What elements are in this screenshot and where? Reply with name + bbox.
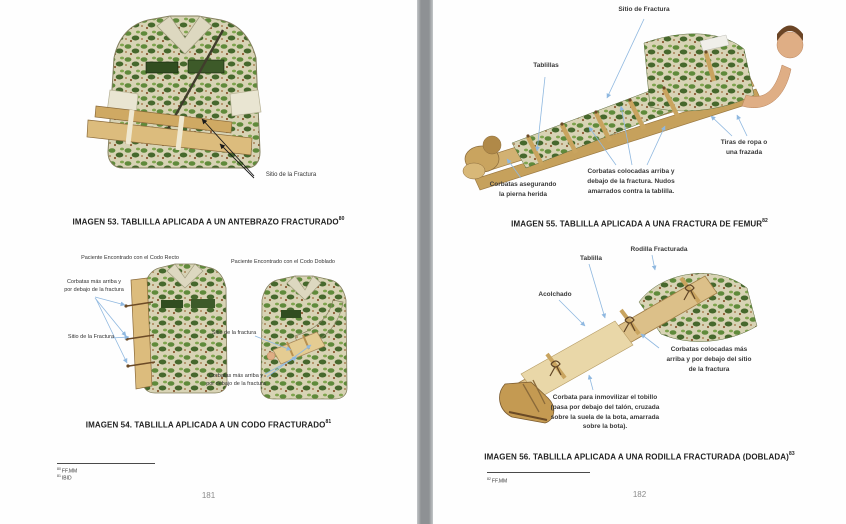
fractured-knee-label: Rodilla Fracturada <box>630 246 688 253</box>
caption-text: IMAGEN 53. TABLILLA APLICADA A UN ANTEBRAZO FRACTURADO <box>72 217 339 227</box>
footnote-text: IBID <box>61 475 72 482</box>
page-number: 182 <box>632 490 647 499</box>
hand <box>267 352 275 360</box>
footnote-ref-icon: 80 <box>338 216 345 222</box>
figure-55-caption <box>433 219 846 229</box>
footnote-ref-icon: 81 <box>325 419 332 425</box>
securing-ties-label: Corbatas asegurando la pierna herida <box>489 181 557 198</box>
figure-56-caption <box>433 452 846 462</box>
fracture-site-label-left: Sitio de la Fractura <box>67 334 115 340</box>
footnote-81 <box>57 474 72 482</box>
footnote-82 <box>487 477 507 485</box>
cloth-strips-label: Tiras de ropa o una frazada <box>720 139 768 156</box>
patient-straight-elbow-title: Paciente Encontrado con el Codo Recto <box>81 255 179 261</box>
caption-text: IMAGEN 56. TABLILLA APLICADA A UNA RODILLA FRACTURADA (DOBLADA) <box>484 452 789 462</box>
ties-placement-label: Corbatas colocadas más arriba y por debajo del sitio de la fractura <box>666 346 752 373</box>
splints-label: Tablillas <box>533 62 559 69</box>
ankle-tie-label: Corbata para inmovilizar el tobillo (pasa por debajo del talón, cruzada sobre la suela de la bota, amarrada sobre la bota). <box>550 394 660 431</box>
caption-text: IMAGEN 54. TABLILLA APLICADA A UN CODO FRACTURADO <box>85 420 326 430</box>
footnote-text: FF.MM <box>491 478 508 485</box>
page-181 <box>0 0 417 524</box>
patient-bent-elbow-title: Paciente Encontrado con el Codo Doblado <box>231 259 335 265</box>
footnote-ref-icon: 82 <box>762 218 768 224</box>
padding-wrap <box>521 321 633 398</box>
fracture-site-label: Sitio de Fractura <box>618 6 670 13</box>
ties-placement-label: Corbatas colocadas arriba y debajo de la fractura. Nudos amarrados contra la tablilla. <box>587 168 675 195</box>
figure53-forearm-splint-illustration <box>60 4 340 216</box>
footnote-divider <box>57 463 155 464</box>
footnote-number: 80 <box>57 467 61 471</box>
padding-label: Acolchado <box>538 291 572 298</box>
figure-53-caption <box>0 217 417 227</box>
page-gutter <box>417 0 433 524</box>
figure-54-caption <box>0 420 417 430</box>
splint-label: Tablilla <box>580 255 602 262</box>
page-number: 181 <box>201 491 216 500</box>
footnote-number: 82 <box>487 477 491 481</box>
footnote-number: 81 <box>57 474 61 478</box>
footnote-text: FF.MM <box>61 468 78 475</box>
name-tape-patch <box>146 62 178 73</box>
fracture-site-label: Sitio de la Fractura <box>265 172 317 178</box>
jacket-bent-elbow <box>261 276 347 399</box>
footnote-divider <box>487 472 590 473</box>
fracture-site-label-right: Sitio de la fractura <box>211 330 257 336</box>
ties-label-left: Corbatas más arriba y por debajo de la fractura <box>64 279 124 293</box>
page-182 <box>433 0 846 524</box>
ties-label-right: Corbatas más arriba y por debajo de la fractura <box>206 373 266 387</box>
caption-text: IMAGEN 55. TABLILLA APLICADA A UNA FRACTURA DE FEMUR <box>511 219 763 229</box>
footnote-ref-icon: 83 <box>788 451 795 457</box>
